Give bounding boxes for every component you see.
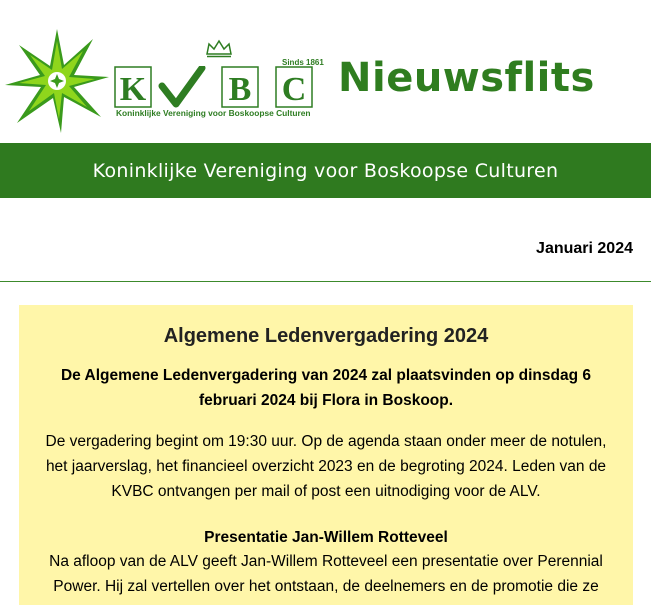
green-star-logo-icon [4,28,110,134]
article-card [19,305,633,605]
banner-text: Koninklijke Vereniging voor Boskoopse Culturen [92,159,559,182]
newsletter-title: Nieuwsflits [338,55,595,101]
kvbc-letters [114,66,326,110]
association-banner [0,143,651,198]
logo-letter-k: K [119,71,147,108]
crown-icon [204,38,234,58]
since-label: Sinds 1861 [282,58,324,67]
newsletter-header [0,0,651,140]
article-subheading: Presentatie Jan-Willem Rotteveel [204,529,448,546]
issue-date: Januari 2024 [536,240,633,257]
kvbc-logo [114,38,326,124]
logo-letter-b: B [228,71,252,108]
article-body: De vergadering begint om 19:30 uur. Op de agenda staan onder meer de notulen, het jaarverslag, het financieel overzicht 2023 en de begroting 2024. Leden van de KVBC ontvangen per mail of post een uitnodiging voor de ALV. [45,433,607,500]
divider [0,281,651,282]
article-intro: De Algemene Ledenvergadering van 2024 zal plaatsvinden op dinsdag 6 februari 2024 bij Flora in Boskoop. [60,367,592,409]
checkmark-icon [162,68,202,104]
article-body-2: Na afloop van de ALV geeft Jan-Willem Rotteveel een presentatie over Perennial Power. Hij zal vertellen over het ontstaan, de deelnemers en de promotie die ze [49,553,603,595]
logo-letter-c: C [281,71,307,108]
logo-subtitle: Koninklijke Vereniging voor Boskoopse Culturen [116,108,311,118]
article-title: Algemene Ledenvergadering 2024 [163,325,489,347]
